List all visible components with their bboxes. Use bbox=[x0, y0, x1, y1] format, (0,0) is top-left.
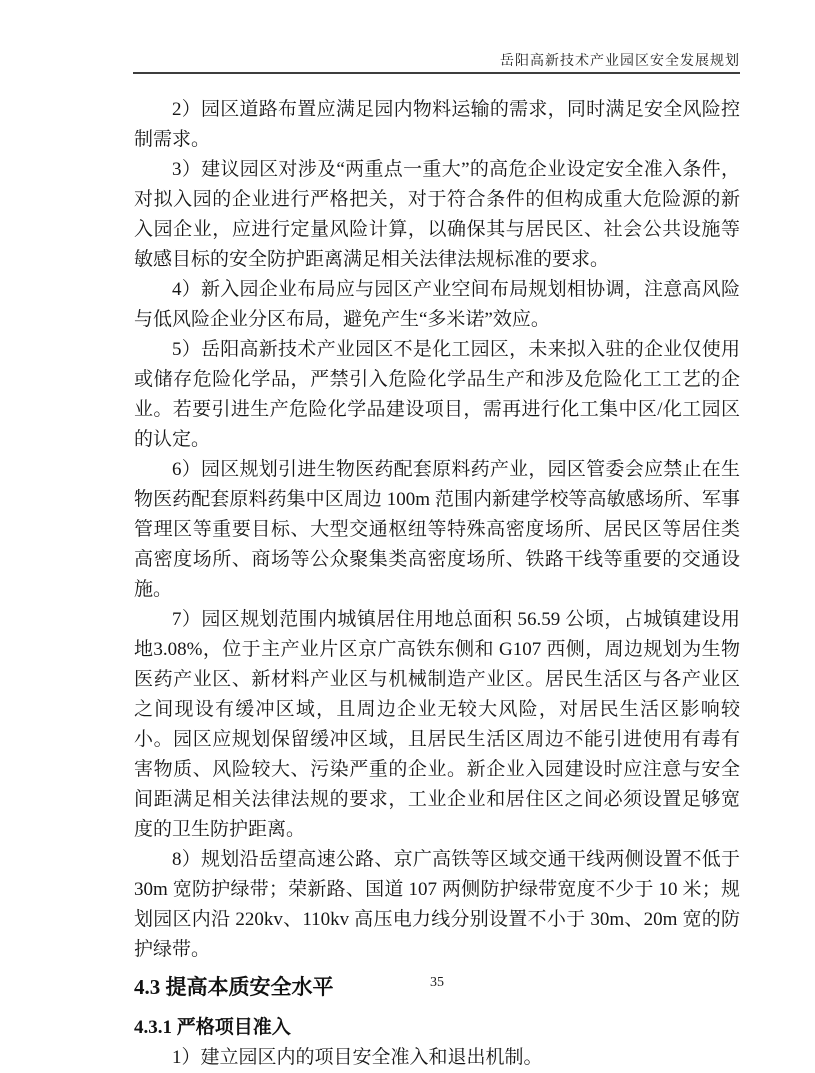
document-body bbox=[134, 95, 740, 1073]
paragraph-item-7: 7）园区规划范围内城镇居住用地总面积 56.59 公顷，占城镇建设用地3.08%，位于主产业片区京广高铁东侧和 G107 西侧，周边规划为生物医药产业区、新材料产业区与机械制造产业区。居民生活区与各产业区之间现设有缓冲区域，且周边企业无较大风险，对居民生活区影响较小。园区应规划保留缓冲区域，且居民生活区周边不能引进使用有毒有害物质、风险较大、污染严重的企业。新企业入园建设时应注意与安全间距满足相关法律法规的要求，工业企业和居住区之间必须设置足够宽度的卫生防护距离。 bbox=[134, 609, 740, 840]
paragraph-item-1: 1）建立园区内的项目安全准入和退出机制。 bbox=[172, 1047, 543, 1068]
header-rule bbox=[133, 72, 740, 74]
paragraph-item-3: 3）建议园区对涉及“两重点一重大”的高危企业设定安全准入条件，对拟入园的企业进行严格把关，对于符合条件的但构成重大危险源的新入园企业，应进行定量风险计算，以确保其与居民区、社会公共设施等敏感目标的安全防护距离满足相关法律法规标准的要求。 bbox=[134, 159, 740, 270]
paragraph-item-8: 8）规划沿岳望高速公路、京广高铁等区域交通干线两侧设置不低于 30m 宽防护绿带；荣新路、国道 107 两侧防护绿带宽度不少于 10 米；规划园区内沿 220kv、110kv 高压电力线分别设置不小于 30m、20m 宽的防护绿带。 bbox=[134, 849, 740, 960]
paragraph-item-6: 6）园区规划引进生物医药配套原料药产业，园区管委会应禁止在生物医药配套原料药集中区周边 100m 范围内新建学校等高敏感场所、军事管理区等重要目标、大型交通枢纽等特殊高密度场所、居民区等居住类高密度场所、商场等公众聚集类高密度场所、铁路干线等重要的交通设施。 bbox=[134, 459, 740, 600]
header-title: 岳阳高新技术产业园区安全发展规划 bbox=[500, 54, 740, 69]
paragraph-item-2: 2）园区道路布置应满足园内物料运输的需求，同时满足安全风险控制需求。 bbox=[134, 99, 740, 150]
section-heading-4-3: 4.3 提高本质安全水平 bbox=[134, 975, 334, 999]
page-number: 35 bbox=[430, 975, 444, 990]
paragraph-item-5: 5）岳阳高新技术产业园区不是化工园区，未来拟入驻的企业仅使用或储存危险化学品，严禁引入危险化学品生产和涉及危险化工工艺的企业。若要引进生产危险化学品建设项目，需再进行化工集中区/化工园区的认定。 bbox=[134, 339, 740, 450]
subsection-heading-4-3-1: 4.3.1 严格项目准入 bbox=[134, 1017, 291, 1038]
paragraph-item-4: 4）新入园企业布局应与园区产业空间布局规划相协调，注意高风险与低风险企业分区布局，避免产生“多米诺”效应。 bbox=[134, 279, 740, 330]
